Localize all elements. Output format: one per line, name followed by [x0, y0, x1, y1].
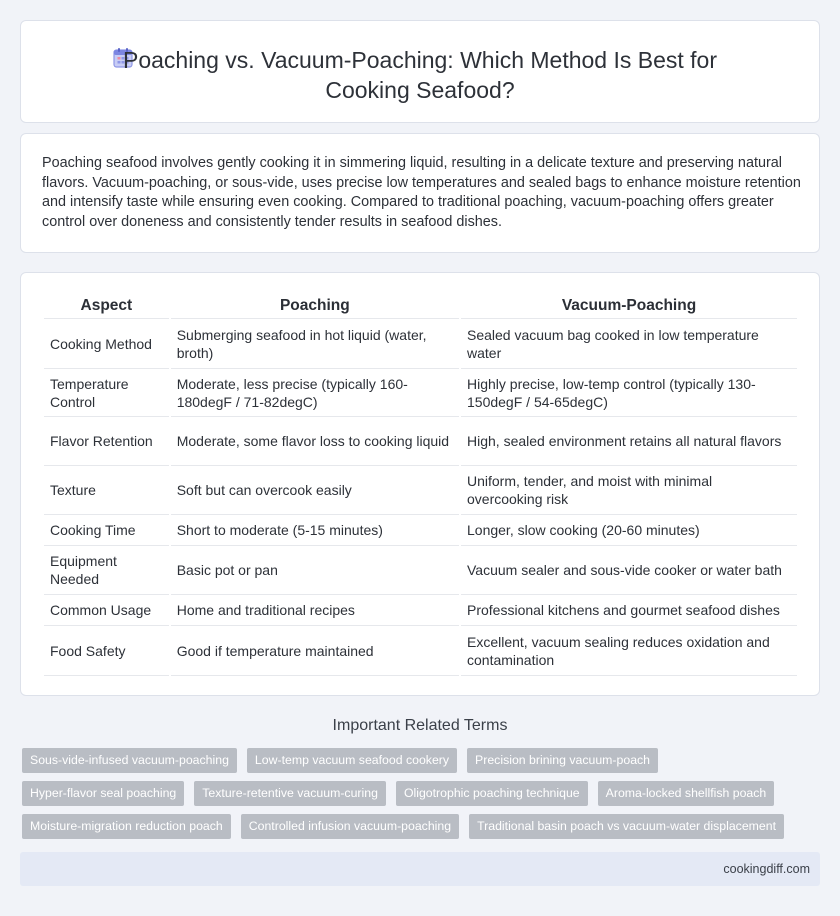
comparison-table: [42, 292, 799, 676]
table-row: [44, 466, 797, 515]
table-row: [44, 595, 797, 626]
related-term-tag[interactable]: Aroma-locked shellfish poach: [598, 781, 775, 806]
related-term-tag[interactable]: Hyper-flavor seal poaching: [22, 781, 184, 806]
page-title: Poaching vs. Vacuum-Poaching: Which Method Is Best for Cooking Seafood?: [122, 47, 718, 103]
related-terms-heading: Important Related Terms: [332, 717, 508, 734]
aspect-cell: Cooking Time: [44, 515, 169, 546]
aspect-cell: Flavor Retention: [44, 417, 169, 466]
table-row: [44, 319, 797, 369]
poaching-cell: Short to moderate (5-15 minutes): [171, 515, 459, 546]
related-term-tag[interactable]: Sous-vide-infused vacuum-poaching: [22, 748, 237, 773]
table-row: [44, 515, 797, 546]
related-term-tag[interactable]: Traditional basin poach vs vacuum-water displacement: [469, 814, 784, 839]
related-term-tag[interactable]: Low-temp vacuum seafood cookery: [247, 748, 457, 773]
intro-card: [20, 133, 820, 253]
vacuum-poaching-cell: Professional kitchens and gourmet seafood dishes: [461, 595, 797, 626]
aspect-cell: Equipment Needed: [44, 546, 169, 595]
related-term-tag[interactable]: Controlled infusion vacuum-poaching: [241, 814, 459, 839]
aspect-cell: Temperature Control: [44, 369, 169, 417]
aspect-cell: Texture: [44, 466, 169, 515]
poaching-cell: Moderate, less precise (typically 160-180degF / 71-82degC): [171, 369, 459, 417]
poaching-cell: Home and traditional recipes: [171, 595, 459, 626]
aspect-cell: Cooking Method: [44, 319, 169, 369]
vacuum-poaching-cell: Uniform, tender, and moist with minimal overcooking risk: [461, 466, 797, 515]
table-row: [44, 417, 797, 466]
table-row: [44, 626, 797, 676]
related-term-tag[interactable]: Moisture-migration reduction poach: [22, 814, 231, 839]
aspect-cell: Food Safety: [44, 626, 169, 676]
header-poaching: Poaching: [171, 292, 459, 319]
poaching-cell: Soft but can overcook easily: [171, 466, 459, 515]
table-row: [44, 546, 797, 595]
aspect-cell: Common Usage: [44, 595, 169, 626]
title-card: [20, 20, 820, 123]
intro-paragraph: Poaching seafood involves gently cooking it in simmering liquid, resulting in a delicate texture and preserving natural flavors. Vacuum-poaching, or sous-vide, uses precise low temperatures and sealed bags to enhance moisture retention and intensify taste while ensuring even cooking. Compared to traditional poaching, vacuum-poaching offers greater control over doneness and consistently tender results in seafood dishes.: [42, 155, 801, 230]
vacuum-poaching-cell: Sealed vacuum bag cooked in low temperature water: [461, 319, 797, 369]
related-terms-list: [22, 748, 812, 839]
vacuum-poaching-cell: High, sealed environment retains all natural flavors: [461, 417, 797, 466]
related-term-tag[interactable]: Texture-retentive vacuum-curing: [194, 781, 386, 806]
footer-bar: [20, 852, 820, 886]
vacuum-poaching-cell: Highly precise, low-temp control (typically 130-150degF / 54-65degC): [461, 369, 797, 417]
vacuum-poaching-cell: Longer, slow cooking (20-60 minutes): [461, 515, 797, 546]
poaching-cell: Moderate, some flavor loss to cooking liquid: [171, 417, 459, 466]
poaching-cell: Basic pot or pan: [171, 546, 459, 595]
vacuum-poaching-cell: Excellent, vacuum sealing reduces oxidation and contamination: [461, 626, 797, 676]
related-term-tag[interactable]: Oligotrophic poaching technique: [396, 781, 588, 806]
poaching-cell: Good if temperature maintained: [171, 626, 459, 676]
comparison-card: [20, 272, 820, 696]
related-term-tag[interactable]: Precision brining vacuum-poach: [467, 748, 658, 773]
table-row: [44, 369, 797, 417]
header-aspect: Aspect: [44, 292, 169, 319]
header-vacuum-poaching: Vacuum-Poaching: [461, 292, 797, 319]
table-header-row: [44, 292, 797, 319]
vacuum-poaching-cell: Vacuum sealer and sous-vide cooker or water bath: [461, 546, 797, 595]
site-name-link[interactable]: cookingdiff.com: [723, 862, 810, 876]
poaching-cell: Submerging seafood in hot liquid (water, broth): [171, 319, 459, 369]
